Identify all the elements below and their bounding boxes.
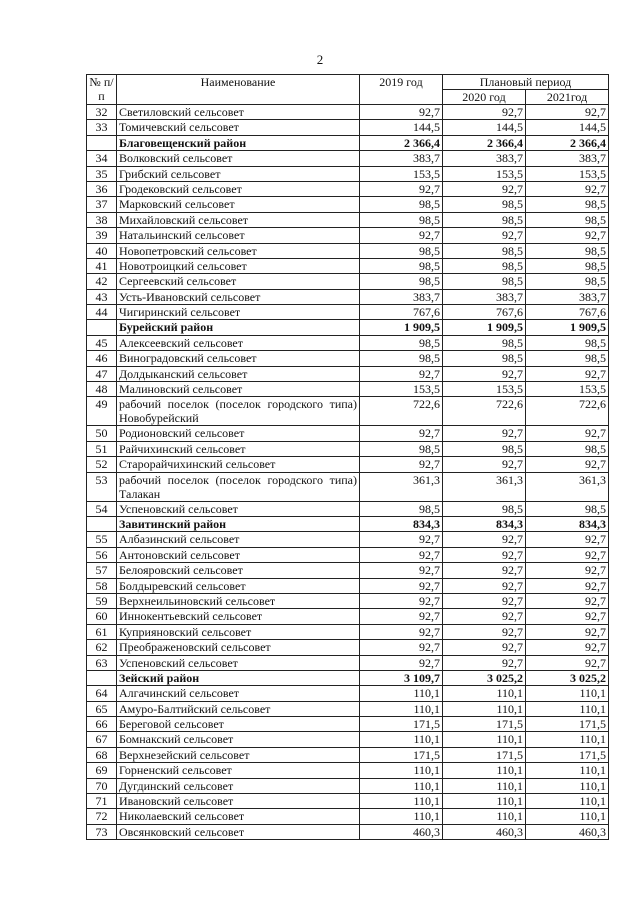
row-name: Верхнезейский сельсовет [117, 747, 360, 762]
value-2021: 110,1 [526, 778, 609, 793]
district-row [87, 320, 609, 335]
value-2020: 92,7 [443, 181, 526, 196]
header-num: № п/п [87, 75, 117, 105]
row-number: 50 [87, 426, 117, 441]
row-name: Успеновский сельсовет [117, 501, 360, 516]
header-2020: 2020 год [443, 90, 526, 105]
value-2019: 98,5 [360, 274, 443, 289]
row-name: Горненский сельсовет [117, 763, 360, 778]
value-2021: 92,7 [526, 105, 609, 120]
row-name: Михайловский сельсовет [117, 212, 360, 227]
value-2020: 110,1 [443, 763, 526, 778]
value-2021: 92,7 [526, 532, 609, 547]
value-2020: 92,7 [443, 105, 526, 120]
value-2020: 110,1 [443, 686, 526, 701]
row-name: Дугдинский сельсовет [117, 778, 360, 793]
row-name: Амуро-Балтийский сельсовет [117, 701, 360, 716]
row-number: 37 [87, 197, 117, 212]
row-number: 53 [87, 472, 117, 501]
row-name: рабочий поселок (поселок городского типа) Талакан [117, 472, 360, 501]
row-name: Долдыканский сельсовет [117, 366, 360, 381]
row-number: 39 [87, 228, 117, 243]
district-row [87, 516, 609, 531]
row-name: Албазинский сельсовет [117, 532, 360, 547]
table-row [87, 397, 609, 426]
value-2020: 110,1 [443, 794, 526, 809]
row-number: 61 [87, 624, 117, 639]
district-row [87, 670, 609, 685]
row-number [87, 516, 117, 531]
row-number [87, 670, 117, 685]
row-number [87, 135, 117, 150]
value-2020: 2 366,4 [443, 135, 526, 150]
value-2020: 98,5 [443, 212, 526, 227]
value-2021: 98,5 [526, 335, 609, 350]
row-number: 51 [87, 441, 117, 456]
value-2021: 171,5 [526, 747, 609, 762]
value-2019: 92,7 [360, 426, 443, 441]
value-2020: 110,1 [443, 732, 526, 747]
row-number: 44 [87, 305, 117, 320]
value-2019: 92,7 [360, 181, 443, 196]
row-number: 69 [87, 763, 117, 778]
value-2019: 98,5 [360, 335, 443, 350]
value-2019: 98,5 [360, 258, 443, 273]
value-2021: 1 909,5 [526, 320, 609, 335]
header-2021: 2021год [526, 90, 609, 105]
value-2019: 110,1 [360, 686, 443, 701]
table-row [87, 717, 609, 732]
table-row [87, 609, 609, 624]
value-2021: 92,7 [526, 547, 609, 562]
table-row [87, 166, 609, 181]
value-2021: 171,5 [526, 717, 609, 732]
value-2020: 92,7 [443, 532, 526, 547]
value-2019: 92,7 [360, 228, 443, 243]
value-2019: 383,7 [360, 289, 443, 304]
table-row [87, 197, 609, 212]
table-row [87, 809, 609, 824]
row-name: Бомнакский сельсовет [117, 732, 360, 747]
row-number: 36 [87, 181, 117, 196]
row-number: 56 [87, 547, 117, 562]
value-2020: 834,3 [443, 516, 526, 531]
row-name: Алексеевский сельсовет [117, 335, 360, 350]
row-name: Куприяновский сельсовет [117, 624, 360, 639]
value-2021: 92,7 [526, 366, 609, 381]
value-2020: 383,7 [443, 289, 526, 304]
row-number: 66 [87, 717, 117, 732]
row-name: Сергеевский сельсовет [117, 274, 360, 289]
row-name: Алгачинский сельсовет [117, 686, 360, 701]
value-2021: 92,7 [526, 426, 609, 441]
row-number: 64 [87, 686, 117, 701]
value-2021: 153,5 [526, 382, 609, 397]
row-number: 57 [87, 563, 117, 578]
value-2020: 110,1 [443, 778, 526, 793]
table-row [87, 351, 609, 366]
value-2021: 92,7 [526, 228, 609, 243]
row-number [87, 320, 117, 335]
value-2019: 98,5 [360, 501, 443, 516]
value-2021: 383,7 [526, 151, 609, 166]
value-2019: 92,7 [360, 457, 443, 472]
value-2021: 98,5 [526, 274, 609, 289]
row-number: 70 [87, 778, 117, 793]
table-row [87, 640, 609, 655]
value-2021: 361,3 [526, 472, 609, 501]
value-2020: 92,7 [443, 563, 526, 578]
table-row [87, 824, 609, 839]
value-2021: 144,5 [526, 120, 609, 135]
value-2019: 153,5 [360, 382, 443, 397]
row-name: Белояровский сельсовет [117, 563, 360, 578]
value-2019: 92,7 [360, 655, 443, 670]
table-row [87, 274, 609, 289]
value-2019: 92,7 [360, 547, 443, 562]
value-2021: 110,1 [526, 686, 609, 701]
value-2019: 1 909,5 [360, 320, 443, 335]
table-row [87, 472, 609, 501]
table-row [87, 655, 609, 670]
value-2021: 92,7 [526, 457, 609, 472]
value-2020: 92,7 [443, 366, 526, 381]
value-2021: 110,1 [526, 809, 609, 824]
value-2019: 171,5 [360, 747, 443, 762]
value-2019: 110,1 [360, 809, 443, 824]
table-row [87, 335, 609, 350]
value-2020: 98,5 [443, 501, 526, 516]
row-name: Овсянковский сельсовет [117, 824, 360, 839]
row-number: 72 [87, 809, 117, 824]
table-row [87, 212, 609, 227]
value-2019: 98,5 [360, 197, 443, 212]
table-row [87, 441, 609, 456]
value-2021: 98,5 [526, 243, 609, 258]
value-2019: 2 366,4 [360, 135, 443, 150]
value-2021: 383,7 [526, 289, 609, 304]
row-number: 48 [87, 382, 117, 397]
table-row [87, 105, 609, 120]
value-2020: 92,7 [443, 593, 526, 608]
row-name: Успеновский сельсовет [117, 655, 360, 670]
value-2020: 767,6 [443, 305, 526, 320]
table-row [87, 243, 609, 258]
value-2020: 171,5 [443, 717, 526, 732]
value-2019: 110,1 [360, 763, 443, 778]
table-row [87, 747, 609, 762]
value-2019: 144,5 [360, 120, 443, 135]
value-2019: 110,1 [360, 778, 443, 793]
value-2020: 153,5 [443, 382, 526, 397]
value-2021: 2 366,4 [526, 135, 609, 150]
row-name: Натальинский сельсовет [117, 228, 360, 243]
table-row [87, 547, 609, 562]
value-2019: 153,5 [360, 166, 443, 181]
value-2020: 1 909,5 [443, 320, 526, 335]
value-2019: 110,1 [360, 794, 443, 809]
value-2020: 98,5 [443, 351, 526, 366]
table-row [87, 305, 609, 320]
row-number: 47 [87, 366, 117, 381]
value-2021: 98,5 [526, 212, 609, 227]
value-2020: 92,7 [443, 426, 526, 441]
value-2019: 361,3 [360, 472, 443, 501]
row-name: Ивановский сельсовет [117, 794, 360, 809]
value-2019: 98,5 [360, 243, 443, 258]
value-2020: 144,5 [443, 120, 526, 135]
row-number: 33 [87, 120, 117, 135]
value-2020: 153,5 [443, 166, 526, 181]
value-2019: 722,6 [360, 397, 443, 426]
table-row [87, 501, 609, 516]
row-number: 58 [87, 578, 117, 593]
row-number: 38 [87, 212, 117, 227]
value-2021: 98,5 [526, 351, 609, 366]
row-name: Гродековский сельсовет [117, 181, 360, 196]
value-2021: 110,1 [526, 701, 609, 716]
row-name: Старорайчихинский сельсовет [117, 457, 360, 472]
value-2019: 110,1 [360, 701, 443, 716]
row-number: 34 [87, 151, 117, 166]
table-row [87, 532, 609, 547]
row-number: 65 [87, 701, 117, 716]
value-2020: 98,5 [443, 274, 526, 289]
row-number: 63 [87, 655, 117, 670]
row-name: Родионовский сельсовет [117, 426, 360, 441]
value-2020: 383,7 [443, 151, 526, 166]
row-name: Благовещенский район [117, 135, 360, 150]
table-row [87, 563, 609, 578]
row-name: Николаевский сельсовет [117, 809, 360, 824]
value-2019: 92,7 [360, 563, 443, 578]
value-2019: 383,7 [360, 151, 443, 166]
value-2021: 98,5 [526, 197, 609, 212]
value-2020: 92,7 [443, 640, 526, 655]
value-2020: 92,7 [443, 655, 526, 670]
value-2021: 98,5 [526, 501, 609, 516]
header-name: Наименование [117, 75, 360, 105]
value-2021: 460,3 [526, 824, 609, 839]
table-row [87, 366, 609, 381]
value-2019: 92,7 [360, 624, 443, 639]
value-2019: 98,5 [360, 351, 443, 366]
table-body [87, 105, 609, 840]
value-2021: 92,7 [526, 624, 609, 639]
value-2020: 92,7 [443, 547, 526, 562]
table-row [87, 258, 609, 273]
row-name: Райчихинский сельсовет [117, 441, 360, 456]
row-number: 43 [87, 289, 117, 304]
table-row [87, 701, 609, 716]
value-2020: 98,5 [443, 441, 526, 456]
table-row [87, 151, 609, 166]
row-number: 60 [87, 609, 117, 624]
value-2021: 92,7 [526, 640, 609, 655]
value-2019: 98,5 [360, 441, 443, 456]
value-2019: 92,7 [360, 532, 443, 547]
row-name: Новотроицкий сельсовет [117, 258, 360, 273]
value-2020: 92,7 [443, 228, 526, 243]
row-name: Виноградовский сельсовет [117, 351, 360, 366]
header-2019: 2019 год [360, 75, 443, 105]
row-name: Береговой сельсовет [117, 717, 360, 732]
district-row [87, 135, 609, 150]
row-name: Верхнеильиновский сельсовет [117, 593, 360, 608]
row-number: 67 [87, 732, 117, 747]
value-2020: 98,5 [443, 243, 526, 258]
value-2020: 110,1 [443, 701, 526, 716]
value-2020: 98,5 [443, 258, 526, 273]
row-number: 54 [87, 501, 117, 516]
row-number: 73 [87, 824, 117, 839]
row-name: Бурейский район [117, 320, 360, 335]
value-2020: 361,3 [443, 472, 526, 501]
table-row [87, 382, 609, 397]
row-number: 41 [87, 258, 117, 273]
row-number: 42 [87, 274, 117, 289]
table-row [87, 181, 609, 196]
value-2021: 3 025,2 [526, 670, 609, 685]
row-number: 71 [87, 794, 117, 809]
value-2019: 92,7 [360, 105, 443, 120]
row-name: Новопетровский сельсовет [117, 243, 360, 258]
value-2021: 92,7 [526, 609, 609, 624]
value-2019: 92,7 [360, 609, 443, 624]
table-row [87, 578, 609, 593]
value-2020: 98,5 [443, 197, 526, 212]
value-2020: 92,7 [443, 578, 526, 593]
value-2021: 767,6 [526, 305, 609, 320]
header-planned-period: Плановый период [443, 75, 609, 90]
row-name: Усть-Ивановский сельсовет [117, 289, 360, 304]
row-name: Преображеновский сельсовет [117, 640, 360, 655]
row-name: Болдыревский сельсовет [117, 578, 360, 593]
value-2019: 834,3 [360, 516, 443, 531]
value-2019: 3 109,7 [360, 670, 443, 685]
value-2021: 722,6 [526, 397, 609, 426]
value-2021: 92,7 [526, 593, 609, 608]
value-2020: 98,5 [443, 335, 526, 350]
row-number: 68 [87, 747, 117, 762]
value-2021: 92,7 [526, 655, 609, 670]
row-name: Светиловский сельсовет [117, 105, 360, 120]
row-number: 46 [87, 351, 117, 366]
row-name: Завитинский район [117, 516, 360, 531]
value-2019: 460,3 [360, 824, 443, 839]
value-2020: 171,5 [443, 747, 526, 762]
value-2019: 92,7 [360, 366, 443, 381]
value-2021: 92,7 [526, 181, 609, 196]
row-name: рабочий поселок (поселок городского типа) Новобурейский [117, 397, 360, 426]
value-2021: 92,7 [526, 578, 609, 593]
table-row [87, 794, 609, 809]
value-2019: 171,5 [360, 717, 443, 732]
row-name: Марковский сельсовет [117, 197, 360, 212]
row-number: 35 [87, 166, 117, 181]
value-2020: 92,7 [443, 609, 526, 624]
table-row [87, 686, 609, 701]
value-2021: 834,3 [526, 516, 609, 531]
table-row [87, 289, 609, 304]
value-2021: 110,1 [526, 763, 609, 778]
value-2021: 92,7 [526, 563, 609, 578]
table-row [87, 732, 609, 747]
value-2020: 460,3 [443, 824, 526, 839]
value-2021: 98,5 [526, 441, 609, 456]
value-2019: 92,7 [360, 593, 443, 608]
table-row [87, 120, 609, 135]
value-2021: 153,5 [526, 166, 609, 181]
table-header [87, 75, 609, 105]
value-2019: 110,1 [360, 732, 443, 747]
row-number: 49 [87, 397, 117, 426]
row-name: Зейский район [117, 670, 360, 685]
row-number: 32 [87, 105, 117, 120]
row-number: 52 [87, 457, 117, 472]
row-name: Волковский сельсовет [117, 151, 360, 166]
row-name: Томичевский сельсовет [117, 120, 360, 135]
row-name: Грибский сельсовет [117, 166, 360, 181]
table-row [87, 624, 609, 639]
row-name: Иннокентьевский сельсовет [117, 609, 360, 624]
row-name: Чигиринский сельсовет [117, 305, 360, 320]
value-2019: 92,7 [360, 640, 443, 655]
value-2019: 767,6 [360, 305, 443, 320]
value-2019: 98,5 [360, 212, 443, 227]
value-2021: 110,1 [526, 794, 609, 809]
budget-table [86, 74, 609, 840]
value-2020: 92,7 [443, 624, 526, 639]
row-number: 55 [87, 532, 117, 547]
value-2019: 92,7 [360, 578, 443, 593]
value-2021: 110,1 [526, 732, 609, 747]
row-name: Антоновский сельсовет [117, 547, 360, 562]
page-number: 2 [316, 52, 324, 67]
value-2020: 722,6 [443, 397, 526, 426]
value-2020: 92,7 [443, 457, 526, 472]
row-number: 45 [87, 335, 117, 350]
table-row [87, 593, 609, 608]
table-row [87, 457, 609, 472]
row-name: Малиновский сельсовет [117, 382, 360, 397]
value-2020: 110,1 [443, 809, 526, 824]
row-number: 62 [87, 640, 117, 655]
table-row [87, 228, 609, 243]
table-row [87, 426, 609, 441]
value-2020: 3 025,2 [443, 670, 526, 685]
row-number: 59 [87, 593, 117, 608]
row-number: 40 [87, 243, 117, 258]
value-2021: 98,5 [526, 258, 609, 273]
table-row [87, 763, 609, 778]
table-row [87, 778, 609, 793]
